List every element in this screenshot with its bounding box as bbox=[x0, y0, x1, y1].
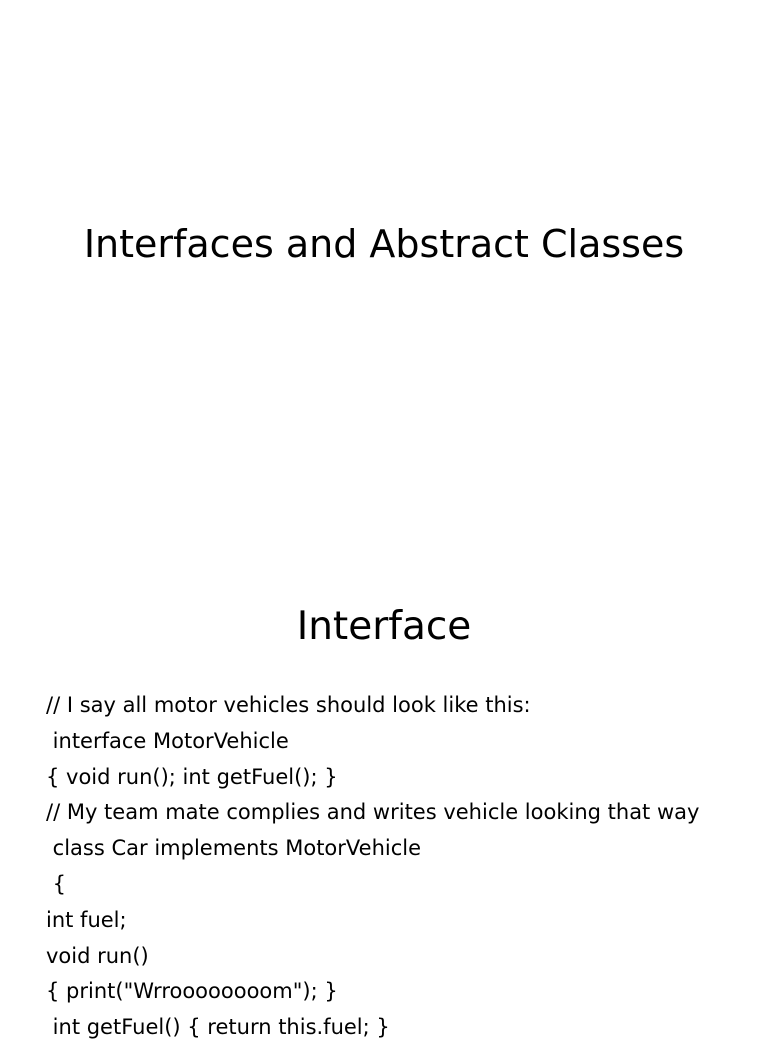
code-line: void run() bbox=[46, 943, 149, 968]
slide-title: Interfaces and Abstract Classes bbox=[83, 222, 685, 266]
code-line: // I say all motor vehicles should look like this: bbox=[46, 693, 531, 717]
code-line: int fuel; bbox=[46, 907, 127, 932]
interface-slide bbox=[0, 576, 768, 1040]
code-line: class Car implements MotorVehicle bbox=[46, 836, 422, 861]
code-line: { bbox=[46, 871, 67, 896]
code-body bbox=[46, 688, 758, 1046]
code-line: int getFuel() { return this.fuel; } bbox=[46, 1015, 390, 1040]
code-line: interface MotorVehicle bbox=[46, 728, 289, 753]
slide-title: Interface bbox=[296, 604, 472, 649]
code-line: { void run(); int getFuel(); } bbox=[46, 764, 338, 789]
code-line: // My team mate complies and writes vehicle looking that way bbox=[46, 800, 700, 825]
code-line: { print("Wrroooooooom"); } bbox=[46, 979, 338, 1004]
